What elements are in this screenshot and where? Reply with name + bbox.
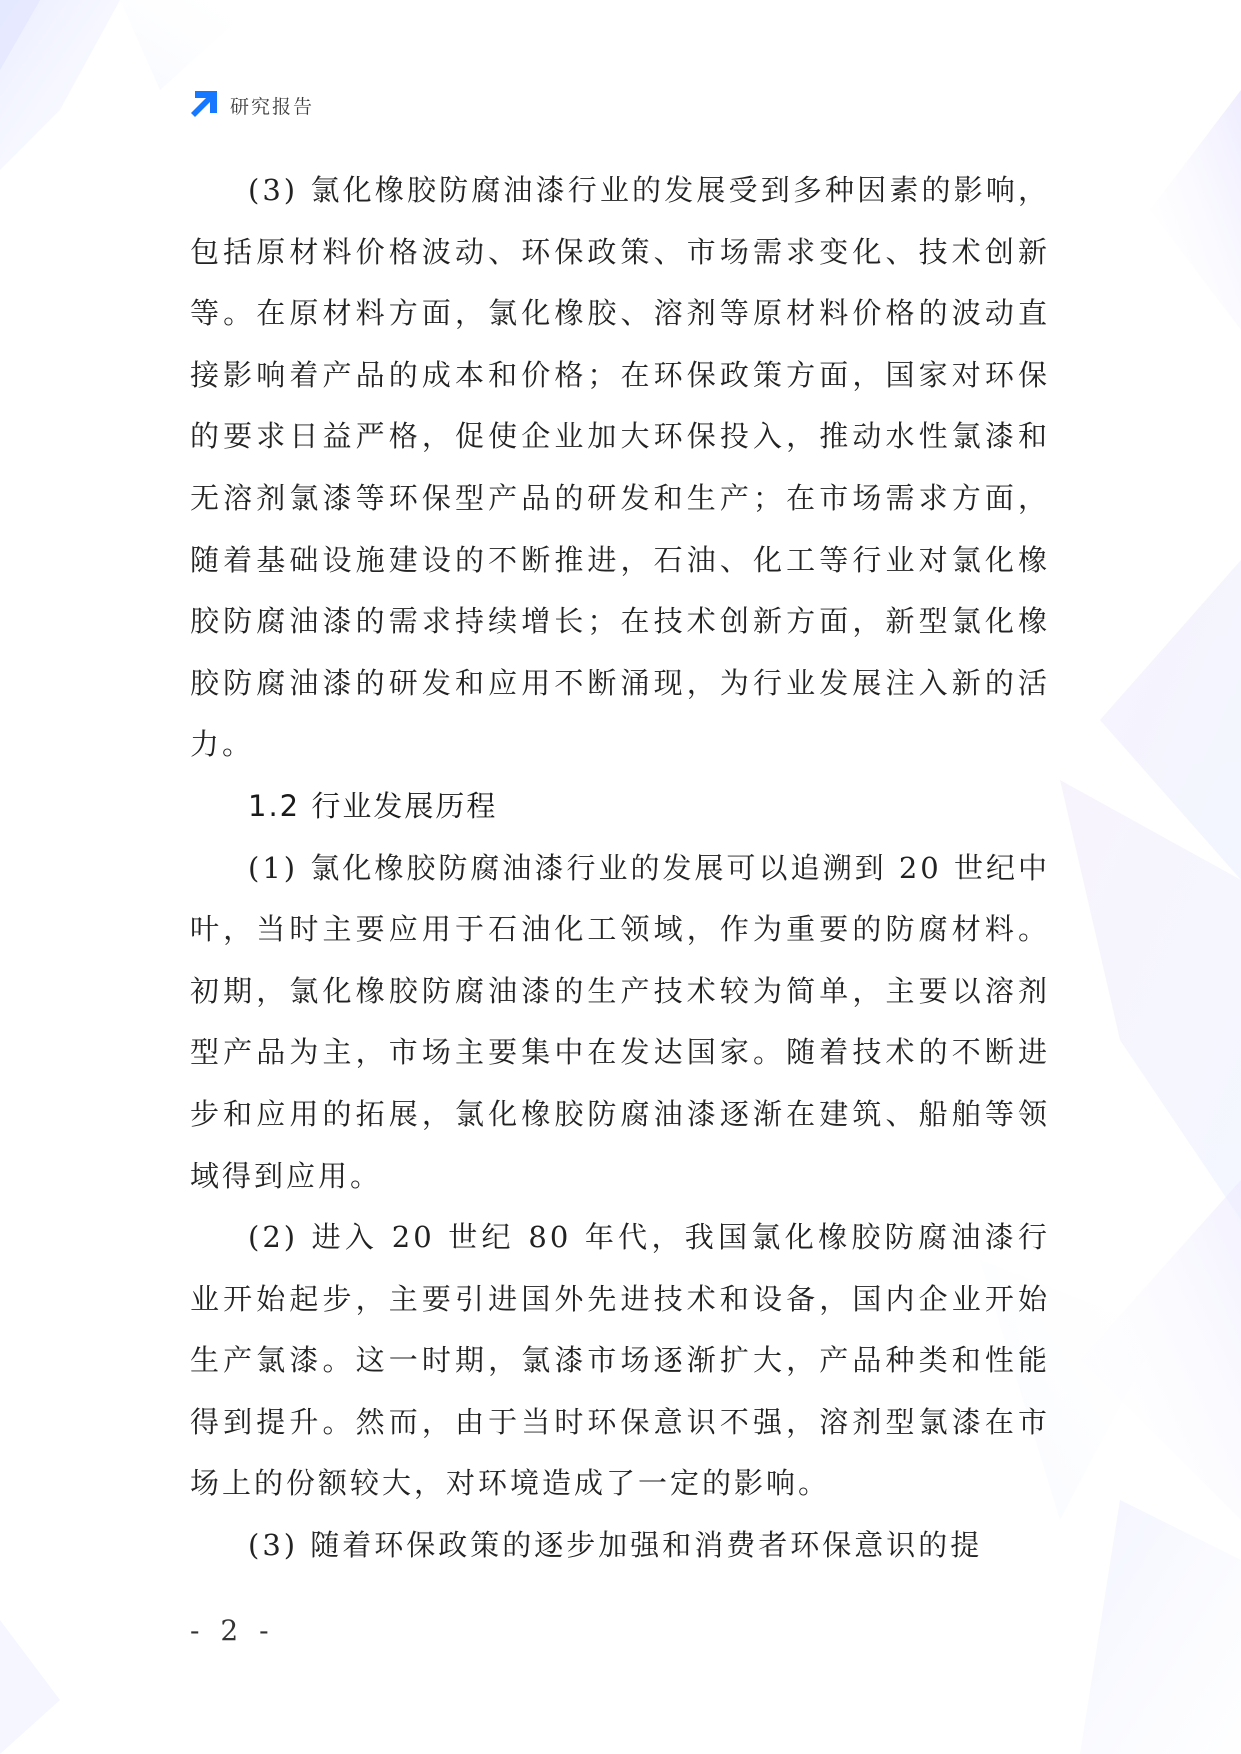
arrow-up-right-icon: [186, 88, 220, 122]
section-heading: 1.2 行业发展历程: [248, 788, 498, 823]
header-title: 研究报告: [230, 95, 315, 118]
paragraph: (3) 氯化橡胶防腐油漆行业的发展受到多种因素的影响，包括原材料价格波动、环保政策、市场需求变化、技术创新等。在原材料方面，氯化橡胶、溶剂等原材料价格的波动直接影响着产品的成本和价格；在环保政策方面，国家对环保的要求日益严格，促使企业加大环保投入，推动水性氯漆和无溶剂氯漆等环保型产品的研发和生产；在市场需求方面，随着基础设施建设的不断推进，石油、化工等行业对氯化橡胶防腐油漆的需求持续增长；在技术创新方面，新型氯化橡胶防腐油漆的研发和应用不断涌现，为行业发展注入新的活力。: [190, 173, 1050, 762]
page-number: - 2 -: [190, 1614, 275, 1647]
document-body: [190, 160, 1050, 1577]
paragraph: (2) 进入 20 世纪 80 年代，我国氯化橡胶防腐油漆行业开始起步，主要引进国外先进技术和设备，国内企业开始生产氯漆。这一时期，氯漆市场逐渐扩大，产品种类和性能得到提升。然而，由于当时环保意识不强，溶剂型氯漆在市场上的份额较大，对环境造成了一定的影响。: [190, 1220, 1050, 1501]
report-header: [186, 88, 314, 122]
paragraph: (3) 随着环保政策的逐步加强和消费者环保意识的提: [248, 1528, 983, 1563]
paragraph: (1) 氯化橡胶防腐油漆行业的发展可以追溯到 20 世纪中叶，当时主要应用于石油化工领域，作为重要的防腐材料。初期，氯化橡胶防腐油漆的生产技术较为简单，主要以溶剂型产品为主，市场主要集中在发达国家。随着技术的不断进步和应用的拓展，氯化橡胶防腐油漆逐渐在建筑、船舶等领域得到应用。: [190, 850, 1050, 1193]
